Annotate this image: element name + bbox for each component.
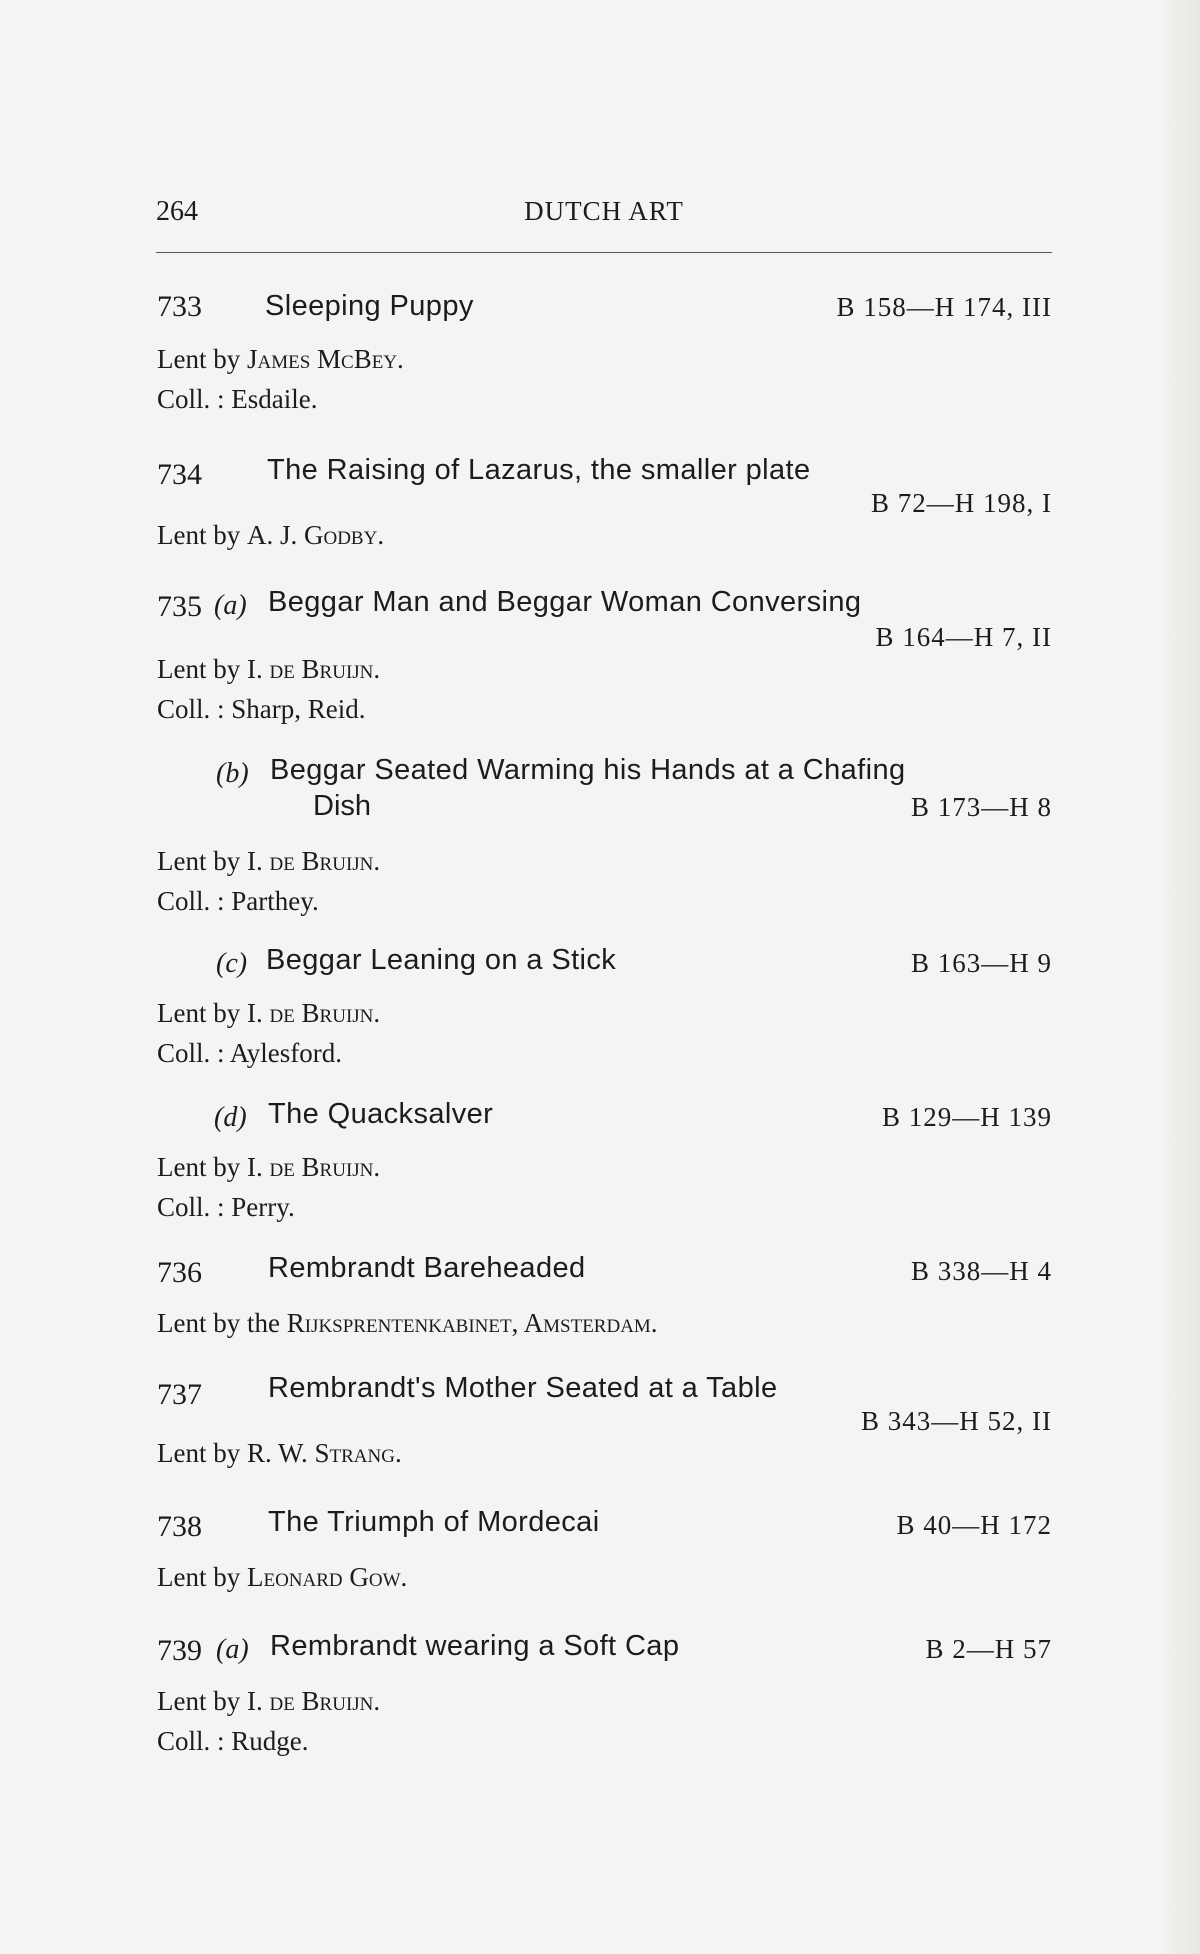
entry-reference: B 338—H 4 (910, 1256, 1052, 1286)
collection-line: Coll. : Esdaile. (157, 384, 318, 414)
lender-line: Lent by James McBey. (157, 344, 404, 374)
entry-reference: B 343—H 52, II (861, 1406, 1052, 1436)
lender-line: Lent by I. de Bruijn. (157, 1152, 381, 1182)
entry-number: 735 (157, 590, 202, 623)
lender-name: James McBey. (246, 344, 404, 374)
lender-name: I. de Bruijn. (246, 998, 381, 1028)
entry-reference: B 72—H 198, I (871, 488, 1052, 518)
lender-name: I. de Bruijn. (246, 654, 381, 684)
collection-line: Coll. : Rudge. (157, 1726, 309, 1756)
entry-number: 737 (157, 1378, 202, 1411)
collection-name: Perry. (231, 1192, 295, 1222)
entry-reference: B 2—H 57 (925, 1634, 1052, 1664)
lender-line: Lent by I. de Bruijn. (157, 998, 381, 1028)
entry-number: 734 (157, 458, 202, 491)
running-title: DUTCH ART (524, 196, 684, 226)
catalogue-entry-736 (0, 1252, 1200, 1338)
page-header (156, 196, 1052, 236)
lender-name: I. de Bruijn. (246, 846, 381, 876)
entry-title: The Raising of Lazarus, the smaller plate (267, 454, 811, 486)
entry-title: The Triumph of Mordecai (268, 1506, 600, 1538)
catalogue-entry-739a (0, 1630, 1200, 1756)
entry-number: 736 (157, 1256, 202, 1289)
entry-reference: B 163—H 9 (910, 948, 1052, 978)
entry-title-continued: Dish (313, 790, 372, 822)
collection-line: Coll. : Aylesford. (157, 1038, 343, 1068)
catalogue-entry-735c (0, 944, 1200, 1068)
collection-name: Rudge. (231, 1726, 309, 1756)
catalogue-entry-734 (0, 454, 1200, 550)
lender-name: Leonard Gow. (246, 1562, 408, 1592)
entry-sub-letter: (d) (214, 1102, 247, 1133)
entry-number: 738 (157, 1510, 202, 1543)
entry-title: Beggar Man and Beggar Woman Conversing (268, 586, 862, 618)
collection-line: Coll. : Perry. (157, 1192, 295, 1222)
catalogue-entry-735b (0, 754, 1200, 916)
lender-line: Lent by R. W. Strang. (157, 1438, 402, 1468)
lender-line: Lent by the Rijksprentenkabinet, Amsterdam. (157, 1308, 658, 1338)
entry-reference: B 173—H 8 (910, 792, 1052, 822)
catalogue-entry-737 (0, 1372, 1200, 1468)
lender-line: Lent by I. de Bruijn. (157, 1686, 381, 1716)
collection-line: Coll. : Sharp, Reid. (157, 694, 366, 724)
catalogue-entry-733 (0, 290, 1200, 414)
entry-title: The Quacksalver (268, 1098, 494, 1130)
lender-name: I. de Bruijn. (246, 1686, 381, 1716)
collection-line: Coll. : Parthey. (157, 886, 319, 916)
catalogue-entry-735a (0, 586, 1200, 724)
entry-number: 739 (157, 1634, 202, 1667)
entry-sub-letter: (c) (216, 948, 248, 979)
catalogue-entry-735d (0, 1098, 1200, 1222)
entry-title: Rembrandt Bareheaded (268, 1252, 586, 1284)
entry-title: Rembrandt's Mother Seated at a Table (268, 1372, 778, 1404)
collection-name: Aylesford. (229, 1038, 343, 1068)
entry-sub-letter: (a) (214, 590, 247, 621)
page-number: 264 (156, 196, 198, 227)
entry-title: Sleeping Puppy (265, 290, 474, 322)
collection-name: Esdaile. (231, 384, 318, 414)
entry-reference: B 129—H 139 (881, 1102, 1052, 1132)
entry-reference: B 40—H 172 (896, 1510, 1052, 1540)
entry-title: Beggar Leaning on a Stick (266, 944, 617, 976)
header-rule (156, 252, 1052, 253)
entry-sub-letter: (b) (216, 758, 249, 789)
entry-sub-letter: (a) (216, 1634, 249, 1665)
lender-line: Lent by I. de Bruijn. (157, 654, 381, 684)
lender-line: Lent by A. J. Godby. (157, 520, 385, 550)
collection-name: Parthey. (231, 886, 319, 916)
entry-title: Beggar Seated Warming his Hands at a Chafing (270, 754, 906, 786)
entry-title: Rembrandt wearing a Soft Cap (270, 1630, 680, 1662)
collection-name: Sharp, Reid. (231, 694, 366, 724)
lender-name: R. W. Strang. (246, 1438, 402, 1468)
entry-reference: B 158—H 174, III (836, 292, 1052, 322)
lender-line: Lent by Leonard Gow. (157, 1562, 408, 1592)
catalogue-entry-738 (0, 1506, 1200, 1592)
entry-reference: B 164—H 7, II (875, 622, 1052, 652)
lender-name: Rijksprentenkabinet, Amsterdam. (286, 1308, 658, 1338)
lender-name: A. J. Godby. (246, 520, 385, 550)
lender-line: Lent by I. de Bruijn. (157, 846, 381, 876)
lender-name: I. de Bruijn. (246, 1152, 381, 1182)
entry-number: 733 (157, 290, 202, 323)
